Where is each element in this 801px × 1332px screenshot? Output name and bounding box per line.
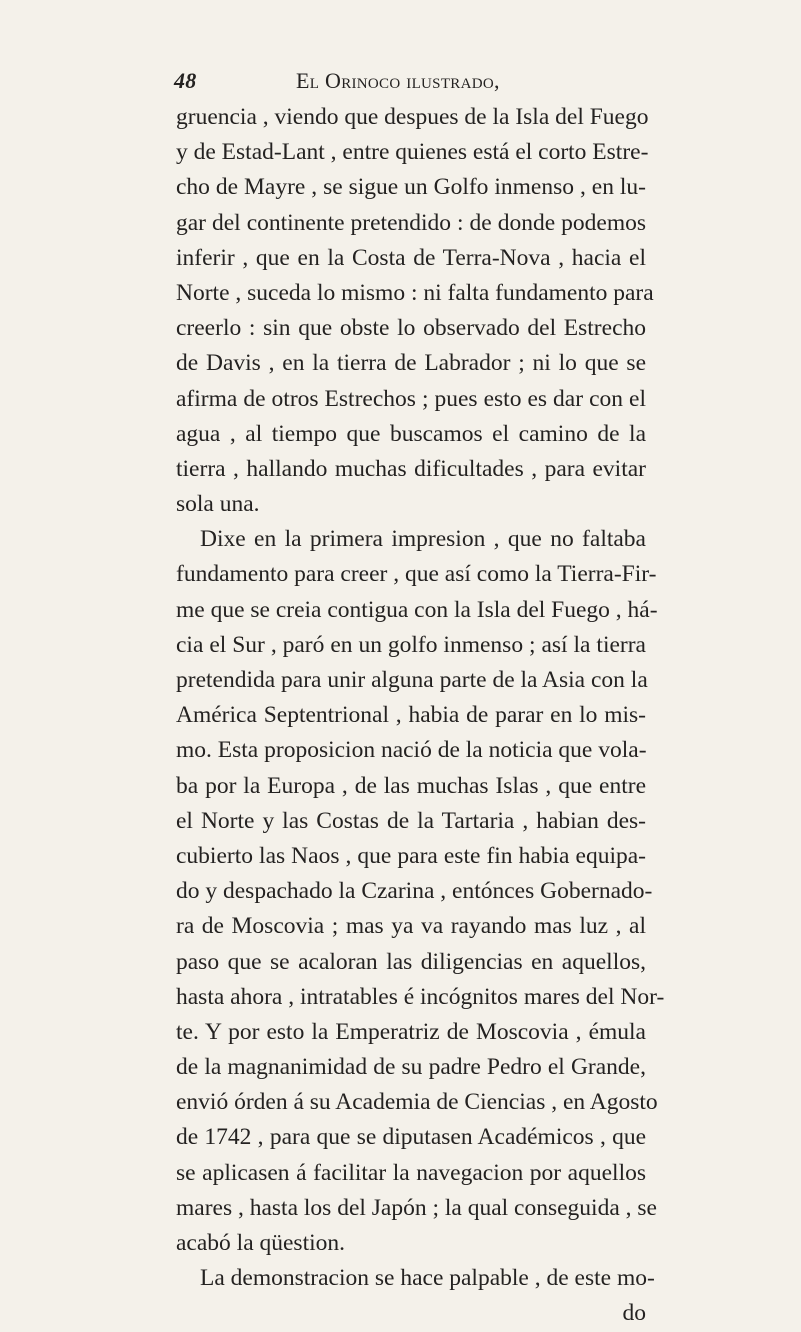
text-line: afirma de otros Estrechos ; pues esto es dar con el (176, 385, 646, 412)
text-line: agua , al tiempo que buscamos el camino de la (176, 420, 646, 447)
text-line: mo. Esta proposicion nació de la noticia que vola- (176, 737, 647, 764)
page-header (174, 62, 644, 102)
text-line: de la magnanimidad de su padre Pedro el Grande, (176, 1054, 646, 1081)
text-line: La demonstracion se hace palpable , de este mo- (200, 1265, 655, 1292)
text-line: envió órden á su Academia de Ciencias , en Agosto (176, 1089, 658, 1116)
text-line: inferir , que en la Costa de Terra-Nova , hacia el (176, 244, 646, 271)
text-line: gar del continente pretendido : de donde podemos (176, 209, 646, 236)
body-text (176, 100, 665, 1332)
text-line: cho de Mayre , se sigue un Golfo inmenso , en lu- (176, 174, 646, 201)
text-line: ba por la Europa , de las muchas Islas , que entre (176, 772, 646, 799)
text-line: te. Y por esto la Emperatriz de Moscovia , émula (176, 1018, 646, 1045)
text-line: mares , hasta los del Japón ; la qual conseguida , se (176, 1194, 657, 1221)
text-line: hasta ahora , intratables é incógnitos mares del Nor- (176, 983, 665, 1010)
text-line: gruencia , viendo que despues de la Isla del Fuego (176, 104, 649, 130)
page-number: 48 (174, 68, 197, 93)
text-line: de 1742 , para que se diputasen Académicos , que (176, 1124, 646, 1151)
text-line: creerlo : sin que obste lo observado del Estrecho (176, 315, 646, 342)
text-line: América Septentrional , habia de parar en lo mis- (176, 702, 646, 729)
text-line: paso que se acaloran las diligencias en aquellos, (176, 948, 646, 975)
text-line: pretendida para unir alguna parte de la Asia con la (176, 667, 648, 693)
text-line: de Davis , en la tierra de Labrador ; ni lo que se (176, 350, 646, 377)
text-line: cia el Sur , paró en un golfo inmenso ; así la tierra (176, 631, 646, 658)
text-line: Norte , suceda lo mismo : ni falta fundamento para (176, 279, 654, 306)
text-line: me que se creia contigua con la Isla del Fuego , há- (176, 596, 658, 623)
catchword: do (622, 1300, 646, 1327)
text-line: se aplicasen á facilitar la navegacion por aquellos (176, 1159, 646, 1186)
text-line: y de Estad-Lant , entre quienes está el corto Estre- (176, 139, 649, 166)
text-line: sola una. (176, 491, 260, 518)
text-line: cubierto las Naos , que para este fin habia equipa- (176, 842, 646, 869)
running-title: El Orinoco ilustrado, (296, 68, 500, 93)
text-line: Dixe en la primera impresion , que no faltaba (200, 526, 646, 553)
text-line: tierra , hallando muchas dificultades , para evitar (176, 455, 646, 482)
text-line: fundamento para creer , que así como la Tierra-Fir- (176, 561, 657, 588)
text-line: ra de Moscovia ; mas ya va rayando mas luz , al (176, 913, 646, 940)
text-line: do y despachado la Czarina , entónces Gobernado- (176, 878, 653, 905)
text-line: acabó la qüestion. (176, 1230, 346, 1256)
text-line: el Norte y las Costas de la Tartaria , habian des- (176, 807, 646, 834)
